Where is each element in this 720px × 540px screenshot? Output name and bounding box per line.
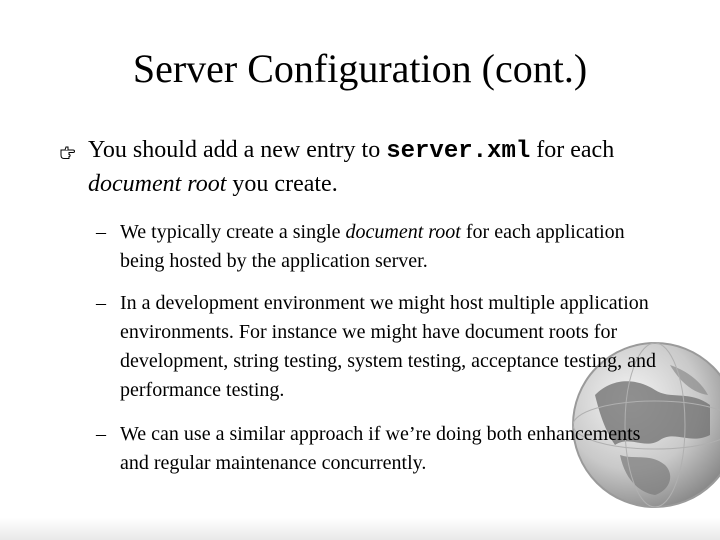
- bottom-band: [0, 518, 720, 540]
- main-bullet-text-3: you create.: [226, 171, 338, 197]
- main-bullet-code: server.xml: [386, 138, 531, 165]
- main-bullet-emphasis: document root: [88, 171, 227, 197]
- sub-bullet-1-text-2: for each application being hosted by the application server.: [120, 221, 625, 272]
- sub-bullet-dash: –: [96, 423, 106, 445]
- sub-bullet-1-text-1: We typically create a single: [120, 221, 346, 243]
- main-bullet: [88, 134, 678, 201]
- sub-bullet-2-text: In a development environment we might host multiple application environments. For instance we might have document roots for development, string testing, system testing, acceptance testing, and performance testing.: [120, 292, 656, 401]
- slide-title: Server Configuration (cont.): [132, 46, 588, 91]
- sub-bullet-3-text: We can use a similar approach if we’re doing both enhancements and regular maintenance concurrently.: [120, 423, 641, 474]
- sub-bullet-dash: –: [96, 221, 106, 243]
- main-bullet-text-2: for each: [530, 137, 615, 163]
- sub-bullet-text: [120, 218, 660, 276]
- pointing-hand-icon: [60, 144, 82, 160]
- sub-bullet-1-emphasis: document root: [345, 221, 461, 243]
- main-bullet-text-1: You should add a new entry to: [88, 137, 387, 163]
- sub-bullet-dash: –: [96, 292, 106, 314]
